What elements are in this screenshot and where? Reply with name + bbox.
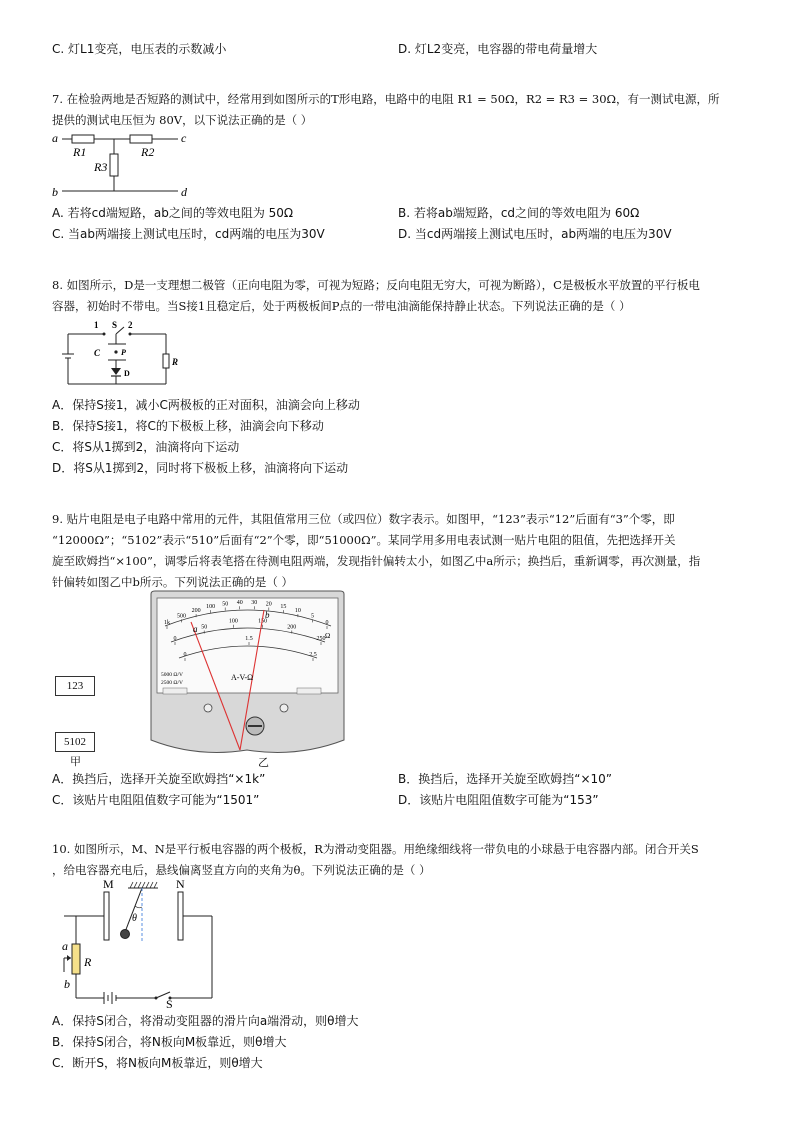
ac-tick-label-0: 0 <box>183 652 187 658</box>
q7-option-a: A. 若将cd端短路，ab之间的等效电阻为 50Ω <box>52 206 294 220</box>
q9-option-d: D．该贴片电阻阻值数字可能为“153” <box>398 793 599 807</box>
q10-option-c: C．断开S，将N板向M板靠近，则θ增大 <box>52 1056 263 1070</box>
needle-b-label: b <box>265 610 270 620</box>
q8-option-d: D．将S从1掷到2，同时将下极板上移，油滴将向下运动 <box>52 461 349 475</box>
q10-slider-end-b: b <box>64 977 70 991</box>
chip-resistor-5102: 5102 <box>55 732 95 752</box>
ohm-tick-label-2: 200 <box>191 608 201 615</box>
q6-option-d: D. 灯L2变亮，电容器的带电荷量增大 <box>398 42 598 56</box>
ohm-tick-label-0: 1k <box>164 620 170 626</box>
q10-rheostat-r-label: R <box>84 955 92 969</box>
q8-option-b: B．保持S接1，将C的下极板上移，油滴会向下移动 <box>52 419 324 433</box>
q8-stem-line2: 容器，初始时不带电。当S接1且稳定后，处于两极板间P点的一带电油滴能保持静止状态。下列说法正确的是（ ） <box>52 299 631 313</box>
ohm-tick-label-10: 5 <box>311 613 314 620</box>
label-jia: 甲 <box>70 755 81 768</box>
ohm-tick-label-8: 15 <box>280 604 287 611</box>
q8-label-r: R <box>172 357 179 367</box>
q8-switch-pos-1: 1 <box>94 320 99 330</box>
ac-tick-label-1: 1.5 <box>245 636 253 642</box>
q7-stem-line2: 提供的测试电压恒为 80V，以下说法正确的是（ ） <box>52 113 313 127</box>
q7-option-b: B. 若将ab端短路，cd之间的等效电阻为 60Ω <box>398 206 640 220</box>
q7-option-d: D. 当cd两端接上测试电压时，ab两端的电压为30V <box>398 227 672 241</box>
meter-function-label: A-V-Ω <box>231 673 254 682</box>
q9-option-a: A．换挡后，选择开关旋至欧姆挡“×1k” <box>52 772 266 786</box>
q8-stem-line1: 8. 如图所示，D是一支理想二极管（正向电阻为零，可视为短路；反向电阻无穷大，可视为断路），C是极板水平放置的平行板电 <box>52 278 700 292</box>
q7-option-c: C. 当ab两端接上测试电压时，cd两端的电压为30V <box>52 227 325 241</box>
meter-sensitivity-dc: 5000 Ω/V <box>161 672 183 678</box>
q7-node-d: d <box>181 185 187 199</box>
volt-tick-label-1: 50 <box>201 624 208 631</box>
label-yi: 乙 <box>258 756 269 769</box>
q9-stem-line1: 9. 贴片电阻是电子电路中常用的元件，其阻值常用三位（或四位）数字表示。如图甲，“123”表示“12”后面有“3”个零，即 <box>52 512 675 526</box>
q7-label-r1: R1 <box>73 145 87 159</box>
volt-tick-label-0: 0 <box>173 636 177 642</box>
q7-t-circuit-figure <box>50 130 200 200</box>
ac-tick-label-2: 2.5 <box>309 652 317 658</box>
ohm-tick-label-5: 40 <box>236 600 243 607</box>
q7-label-r3: R3 <box>94 160 108 174</box>
q10-capacitor-pendulum-figure <box>52 876 222 1008</box>
q10-option-b: B．保持S闭合，将N板向M板靠近，则θ增大 <box>52 1035 287 1049</box>
chip-resistor-123: 123 <box>55 676 95 696</box>
volt-tick-label-4: 200 <box>287 624 297 631</box>
needle-a-label: a <box>193 624 198 634</box>
multimeter-figure <box>145 590 350 768</box>
q8-switch-s: S <box>112 320 118 330</box>
ohm-tick-label-3: 100 <box>206 604 216 611</box>
q10-plate-n-label: N <box>176 877 185 891</box>
ohm-tick-label-6: 30 <box>251 600 258 607</box>
ohm-unit-label: Ω <box>325 632 331 640</box>
meter-sensitivity-ac: 2500 Ω/V <box>161 680 183 686</box>
volt-tick-label-5: 250 <box>316 636 326 642</box>
q7-node-c: c <box>181 131 187 145</box>
q8-option-c: C．将S从1掷到2，油滴将向下运动 <box>52 440 240 454</box>
q8-switch-pos-2: 2 <box>128 320 133 330</box>
q10-slider-end-a: a <box>62 939 68 953</box>
q9-stem-line3: 旋至欧姆挡“×100”，调零后将表笔搭在待测电阻两端，发现指针偏转太小，如图乙中a所示；换挡后，重新调零，再次测量，指 <box>52 554 701 568</box>
q7-node-b: b <box>52 185 58 199</box>
q9-stem-line2: “12000Ω”；“5102”表示“510”后面有“2”个零，即“51000Ω”。某同学用多用电表试测一贴片电阻的阻值，先把选择开关 <box>52 533 676 547</box>
q6-option-c: C. 灯L1变亮，电压表的示数减小 <box>52 42 227 56</box>
q8-label-p: P <box>121 348 126 357</box>
q8-option-a: A．保持S接1，减小C两极板的正对面积，油滴会向上移动 <box>52 398 360 412</box>
q9-stem-line4: 针偏转如图乙中b所示。下列说法正确的是（ ） <box>52 575 294 589</box>
q10-theta-label: θ <box>132 913 137 924</box>
ohm-tick-label-1: 500 <box>177 613 186 620</box>
ohm-tick-label-9: 10 <box>294 608 301 615</box>
q10-plate-m-label: M <box>103 877 114 891</box>
ohm-tick-label-4: 50 <box>222 601 229 608</box>
q10-option-a: A．保持S闭合，将滑动变阻器的滑片向a端滑动，则θ增大 <box>52 1014 359 1028</box>
q9-option-c: C．该贴片电阻阻值数字可能为“1501” <box>52 793 260 807</box>
q8-label-d: D <box>124 369 130 378</box>
q8-label-c: C <box>94 348 101 358</box>
q8-diode-capacitor-circuit-figure <box>58 318 188 390</box>
volt-tick-label-2: 100 <box>228 618 238 625</box>
volt-tick-label-3: 150 <box>258 618 268 625</box>
q7-stem-line1: 7. 在检验两地是否短路的测试中，经常用到如图所示的T形电路，电路中的电阻 R1 = 50Ω，R2 = R3 = 30Ω，有一测试电源，所 <box>52 92 720 106</box>
q10-stem-line1: 10. 如图所示，M、N是平行板电容器的两个极板，R为滑动变阻器。用绝缘细线将一带负电的小球悬于电容器内部。闭合开关S <box>52 842 699 856</box>
ohm-tick-label-11: 0 <box>325 620 329 626</box>
q10-stem-line2: ，给电容器充电后，悬线偏离竖直方向的夹角为θ。下列说法正确的是（ ） <box>52 863 431 877</box>
q7-label-r2: R2 <box>141 145 155 159</box>
ohm-tick-label-7: 20 <box>265 601 272 608</box>
q10-switch-s-label: S <box>166 997 173 1008</box>
q9-option-b: B．换挡后，选择开关旋至欧姆挡“×10” <box>398 772 612 786</box>
q7-node-a: a <box>52 131 58 145</box>
